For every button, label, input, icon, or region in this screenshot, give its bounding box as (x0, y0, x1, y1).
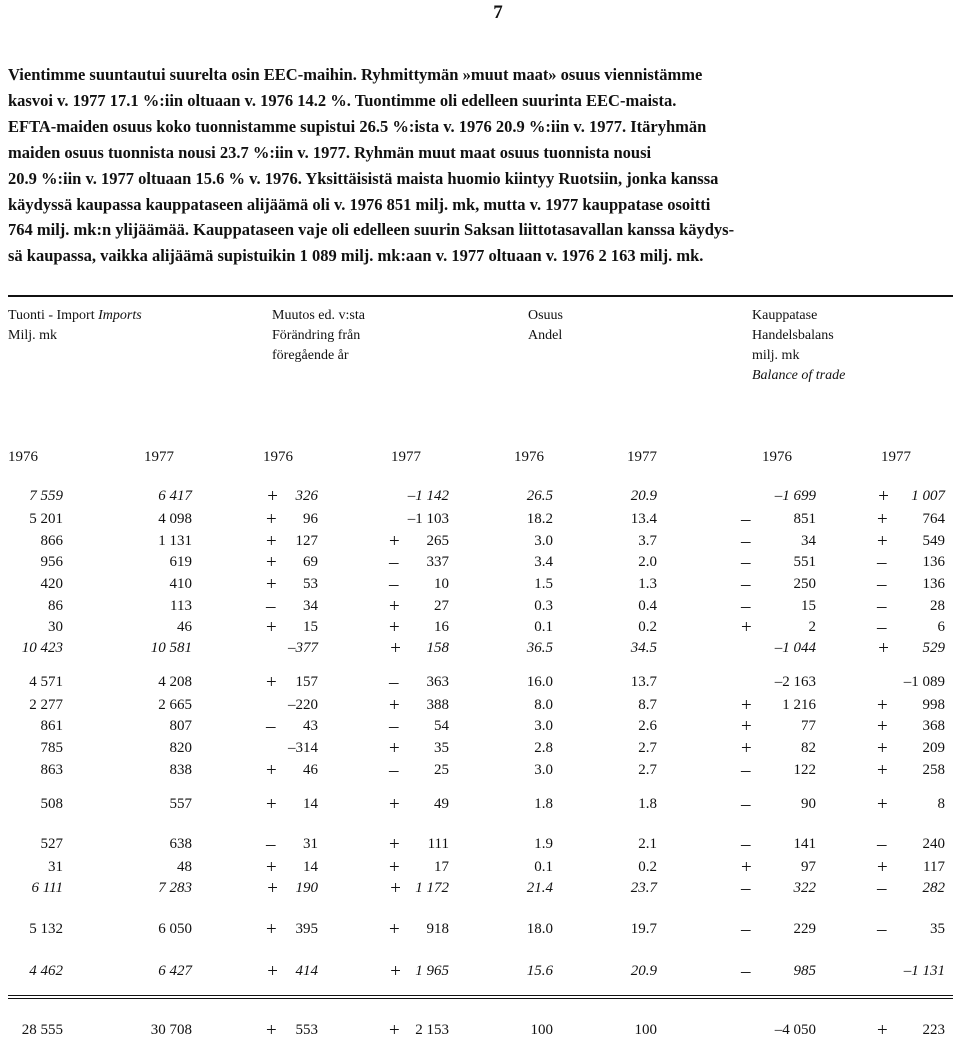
cell-bal-77: 209 (922, 740, 945, 756)
cell-sh-76: 0.1 (534, 859, 553, 875)
sign-bal76: – (741, 509, 751, 530)
sign-ch77: + (389, 961, 402, 982)
cell-ch-76: 326 (295, 488, 318, 504)
table-row (0, 921, 960, 943)
cell-imp-77: 4 208 (158, 674, 192, 690)
cell-imp-77: 7 283 (158, 880, 192, 896)
sign-ch76: + (266, 574, 277, 595)
year-label: 1976 (514, 449, 544, 465)
cell-imp-77: 820 (169, 740, 192, 756)
year-label: 1977 (391, 449, 421, 465)
cell-bal-76: 322 (793, 880, 816, 896)
table-row (0, 576, 960, 598)
sign-ch77: + (389, 638, 402, 659)
cell-sh-76: 3.0 (534, 762, 553, 778)
header-share-line1: Osuus (528, 308, 564, 323)
cell-ch-77: –1 103 (407, 511, 449, 527)
cell-sh-77: 0.2 (638, 859, 657, 875)
header-imports-italic: Imports (98, 308, 142, 323)
year-label: 1976 (762, 449, 792, 465)
sign-bal77: – (877, 552, 887, 573)
intro-line: käydyssä kaupassa kauppataseen alijäämä oli v. 1976 851 milj. mk, mutta v. 1977 kauppatase osoitti (8, 194, 711, 214)
cell-ch-76: 31 (303, 836, 318, 852)
cell-imp-77: 10 581 (150, 640, 192, 656)
sign-ch76: – (266, 596, 276, 617)
cell-bal-76: –2 163 (774, 674, 816, 690)
sign-ch77: – (389, 716, 399, 737)
cell-ch-76: –220 (288, 697, 318, 713)
sign-bal76: + (741, 738, 752, 759)
table-row (0, 598, 960, 620)
cell-imp-76: 866 (40, 533, 63, 549)
sign-ch76: + (266, 617, 277, 638)
sign-bal76: – (741, 794, 751, 815)
sign-bal76: – (741, 531, 751, 552)
sign-bal76: – (741, 596, 751, 617)
header-balance-line4: Balance of trade (752, 368, 846, 383)
sign-ch76: + (266, 1020, 277, 1041)
cell-sh-76: 1.5 (534, 576, 553, 592)
table-bottom-rule (8, 995, 953, 996)
table-row (0, 762, 960, 784)
sign-bal77: + (877, 794, 888, 815)
cell-ch-77: 54 (434, 718, 449, 734)
cell-sh-77: 2.6 (638, 718, 657, 734)
sign-ch77: + (389, 738, 400, 759)
cell-imp-76: 4 571 (29, 674, 63, 690)
cell-sh-76: 100 (530, 1022, 553, 1038)
sign-bal76: – (741, 552, 751, 573)
table-row (0, 488, 960, 510)
cell-imp-77: 1 131 (158, 533, 192, 549)
cell-imp-76: 863 (40, 762, 63, 778)
cell-bal-77: 28 (930, 598, 945, 614)
cell-sh-77: 34.5 (630, 640, 657, 656)
sign-ch76: + (266, 857, 277, 878)
sign-bal77: + (877, 1020, 888, 1041)
header-imports-unit: Milj. mk (8, 328, 58, 343)
table-row (0, 674, 960, 696)
cell-ch-76: 43 (303, 718, 318, 734)
sign-bal76: – (741, 919, 751, 940)
cell-bal-77: 282 (922, 880, 945, 896)
cell-sh-77: 0.2 (638, 619, 657, 635)
cell-sh-77: 1.3 (638, 576, 657, 592)
sign-bal76: + (741, 857, 752, 878)
cell-bal-77: 8 (937, 796, 945, 812)
year-label: 1976 (263, 449, 293, 465)
sign-bal77: – (877, 596, 887, 617)
cell-sh-77: 2.7 (638, 740, 657, 756)
cell-imp-76: 28 555 (21, 1022, 63, 1038)
cell-bal-77: 529 (922, 640, 945, 656)
cell-sh-76: 3.0 (534, 718, 553, 734)
sign-bal77: + (877, 695, 888, 716)
cell-imp-76: 785 (40, 740, 63, 756)
cell-imp-77: 2 665 (158, 697, 192, 713)
cell-imp-77: 4 098 (158, 511, 192, 527)
cell-sh-77: 2.0 (638, 554, 657, 570)
table-row (0, 1022, 960, 1044)
cell-bal-76: 250 (793, 576, 816, 592)
sign-bal76: – (741, 961, 751, 982)
cell-imp-77: 6 417 (158, 488, 192, 504)
table-row (0, 963, 960, 985)
cell-sh-77: 19.7 (630, 921, 657, 937)
cell-bal-76: 90 (801, 796, 816, 812)
cell-sh-76: 21.4 (526, 880, 553, 896)
sign-bal77: + (877, 509, 888, 530)
header-balance-line1: Kauppatase (752, 308, 818, 323)
table-row (0, 796, 960, 818)
cell-bal-77: 549 (922, 533, 945, 549)
sign-ch77: + (389, 878, 402, 899)
sign-ch76: + (266, 486, 279, 507)
cell-sh-76: 15.6 (526, 963, 553, 979)
cell-ch-77: 265 (426, 533, 449, 549)
cell-sh-77: 13.7 (630, 674, 657, 690)
cell-bal-76: 82 (801, 740, 816, 756)
cell-sh-76: 0.3 (534, 598, 553, 614)
header-change-line1: Muutos ed. v:sta (272, 308, 365, 323)
intro-line: sä kaupassa, vaikka alijäämä supistuikin 1 089 milj. mk:aan v. 1977 oltuaan v. 1976 2 163 milj. mk. (8, 246, 704, 266)
cell-imp-77: 410 (169, 576, 192, 592)
sign-ch77: – (389, 672, 399, 693)
cell-sh-77: 1.8 (638, 796, 657, 812)
cell-imp-76: 31 (48, 859, 63, 875)
cell-imp-77: 619 (169, 554, 192, 570)
cell-bal-77: 117 (923, 859, 945, 875)
cell-ch-76: 53 (303, 576, 318, 592)
table-row (0, 619, 960, 641)
cell-ch-77: 27 (434, 598, 449, 614)
cell-bal-76: 2 (808, 619, 816, 635)
cell-imp-76: 861 (40, 718, 63, 734)
sign-bal77: + (877, 760, 888, 781)
cell-bal-77: 223 (922, 1022, 945, 1038)
sign-bal77: + (877, 738, 888, 759)
cell-bal-76: 851 (793, 511, 816, 527)
sign-ch76: + (266, 878, 279, 899)
cell-bal-77: 998 (922, 697, 945, 713)
year-label: 1977 (881, 449, 911, 465)
sign-ch77: – (389, 552, 399, 573)
cell-sh-76: 16.0 (526, 674, 553, 690)
sign-ch76: + (266, 919, 277, 940)
sign-ch76: – (266, 716, 276, 737)
cell-imp-77: 807 (169, 718, 192, 734)
table-row (0, 836, 960, 858)
cell-imp-77: 6 427 (158, 963, 192, 979)
cell-ch-76: 14 (303, 796, 318, 812)
table-row (0, 640, 960, 662)
cell-bal-77: 240 (922, 836, 945, 852)
cell-ch-77: 2 153 (415, 1022, 449, 1038)
cell-sh-76: 18.2 (526, 511, 553, 527)
cell-imp-76: 10 423 (21, 640, 63, 656)
sign-ch76: + (266, 531, 277, 552)
cell-ch-77: 388 (426, 697, 449, 713)
cell-sh-76: 2.8 (534, 740, 553, 756)
cell-imp-76: 956 (40, 554, 63, 570)
sign-ch77: – (389, 760, 399, 781)
sign-ch77: + (389, 596, 400, 617)
sign-bal76: – (741, 760, 751, 781)
cell-sh-77: 13.4 (630, 511, 657, 527)
cell-ch-76: 157 (295, 674, 318, 690)
year-label: 1977 (627, 449, 657, 465)
cell-sh-77: 2.7 (638, 762, 657, 778)
cell-bal-77: 258 (922, 762, 945, 778)
cell-imp-77: 6 050 (158, 921, 192, 937)
cell-imp-77: 30 708 (150, 1022, 192, 1038)
cell-imp-76: 5 132 (29, 921, 63, 937)
sign-ch77: + (389, 531, 400, 552)
cell-bal-76: 229 (793, 921, 816, 937)
table-row (0, 880, 960, 902)
cell-ch-77: 918 (426, 921, 449, 937)
table-bottom-rule-second (8, 998, 953, 999)
cell-bal-76: 15 (801, 598, 816, 614)
cell-sh-77: 100 (634, 1022, 657, 1038)
cell-ch-76: 96 (303, 511, 318, 527)
sign-ch76: + (266, 552, 277, 573)
cell-ch-77: 17 (434, 859, 449, 875)
cell-imp-76: 527 (40, 836, 63, 852)
cell-bal-77: 764 (922, 511, 945, 527)
cell-bal-77: 6 (937, 619, 945, 635)
cell-imp-76: 420 (40, 576, 63, 592)
sign-ch77: + (389, 857, 400, 878)
table-row (0, 511, 960, 533)
sign-bal76: – (741, 878, 751, 899)
cell-bal-76: –4 050 (774, 1022, 816, 1038)
cell-imp-76: 4 462 (29, 963, 63, 979)
cell-bal-76: 97 (801, 859, 816, 875)
cell-ch-77: 1 172 (415, 880, 449, 896)
sign-ch76: + (266, 509, 277, 530)
sign-ch77: + (389, 617, 400, 638)
sign-ch77: + (389, 794, 400, 815)
header-balance-line2: Handelsbalans (752, 328, 834, 343)
sign-bal77: – (877, 617, 887, 638)
header-change-line2: Förändring från (272, 328, 361, 343)
cell-ch-76: 414 (295, 963, 318, 979)
cell-imp-77: 113 (170, 598, 192, 614)
sign-bal76: + (741, 716, 752, 737)
cell-ch-77: 111 (427, 836, 449, 852)
sign-bal77: – (877, 834, 887, 855)
cell-sh-76: 1.8 (534, 796, 553, 812)
cell-imp-76: 7 559 (29, 488, 63, 504)
cell-imp-76: 2 277 (29, 697, 63, 713)
cell-bal-76: 551 (793, 554, 816, 570)
cell-ch-77: 16 (434, 619, 449, 635)
cell-ch-76: 14 (303, 859, 318, 875)
header-balance-line3: milj. mk (752, 348, 800, 363)
sign-ch76: + (266, 794, 277, 815)
sign-bal76: + (741, 617, 752, 638)
cell-ch-77: –1 142 (407, 488, 449, 504)
sign-ch77: + (389, 1020, 400, 1041)
cell-bal-76: 985 (793, 963, 816, 979)
table-row (0, 740, 960, 762)
cell-sh-77: 0.4 (638, 598, 657, 614)
cell-sh-76: 3.0 (534, 533, 553, 549)
cell-sh-77: 8.7 (638, 697, 657, 713)
sign-ch76: – (266, 834, 276, 855)
sign-ch76: + (266, 672, 277, 693)
cell-ch-76: –314 (288, 740, 318, 756)
cell-sh-76: 36.5 (526, 640, 553, 656)
cell-ch-77: 363 (426, 674, 449, 690)
sign-bal77: + (877, 638, 890, 659)
cell-bal-77: –1 131 (903, 963, 945, 979)
cell-sh-77: 3.7 (638, 533, 657, 549)
table-row (0, 697, 960, 719)
cell-ch-76: 127 (295, 533, 318, 549)
header-share-line2: Andel (528, 328, 563, 343)
cell-sh-76: 0.1 (534, 619, 553, 635)
cell-ch-77: 49 (434, 796, 449, 812)
cell-bal-77: 1 007 (911, 488, 945, 504)
cell-bal-76: 141 (793, 836, 816, 852)
cell-imp-76: 5 201 (29, 511, 63, 527)
header-change-line3: föregående år (272, 348, 349, 363)
sign-bal77: + (877, 857, 888, 878)
cell-sh-76: 18.0 (526, 921, 553, 937)
sign-bal76: – (741, 574, 751, 595)
cell-ch-76: –377 (288, 640, 318, 656)
cell-sh-77: 20.9 (630, 488, 657, 504)
cell-bal-76: –1 044 (774, 640, 816, 656)
year-label: 1977 (144, 449, 174, 465)
cell-ch-76: 46 (303, 762, 318, 778)
cell-imp-76: 30 (48, 619, 63, 635)
cell-bal-77: –1 089 (903, 674, 945, 690)
sign-bal76: + (741, 695, 752, 716)
intro-line: EFTA-maiden osuus koko tuonnistamme supistui 26.5 %:ista v. 1976 20.9 %:iin v. 1977. Itäryhmän (8, 116, 707, 136)
intro-line: kasvoi v. 1977 17.1 %:iin oltuaan v. 1976 14.2 %. Tuontimme oli edelleen suurinta EEC-maista. (8, 90, 677, 110)
sign-bal77: – (877, 919, 887, 940)
cell-imp-77: 557 (169, 796, 192, 812)
header-imports-text: Tuonti - Import (8, 308, 99, 323)
cell-ch-76: 395 (295, 921, 318, 937)
table-row (0, 554, 960, 576)
year-label: 1976 (8, 449, 38, 465)
cell-ch-76: 34 (303, 598, 318, 614)
cell-bal-76: 34 (801, 533, 816, 549)
cell-bal-77: 35 (930, 921, 945, 937)
sign-bal77: + (877, 716, 888, 737)
sign-ch77: – (389, 574, 399, 595)
sign-ch77: + (389, 695, 400, 716)
cell-ch-77: 25 (434, 762, 449, 778)
cell-ch-76: 553 (295, 1022, 318, 1038)
cell-bal-77: 136 (922, 554, 945, 570)
cell-imp-76: 6 111 (31, 880, 63, 896)
sign-ch76: + (266, 760, 277, 781)
cell-imp-76: 508 (40, 796, 63, 812)
cell-sh-77: 23.7 (630, 880, 657, 896)
cell-sh-77: 20.9 (630, 963, 657, 979)
sign-bal77: – (877, 878, 887, 899)
intro-line: maiden osuus tuonnista nousi 23.7 %:iin v. 1977. Ryhmän muut maat osuus tuonnista nousi (8, 142, 652, 162)
sign-ch77: + (389, 834, 400, 855)
cell-bal-76: 77 (801, 718, 816, 734)
sign-ch77: + (389, 919, 400, 940)
table-row (0, 533, 960, 555)
sign-bal77: – (877, 574, 887, 595)
sign-bal76: – (741, 834, 751, 855)
intro-line: 20.9 %:iin v. 1977 oltuaan 15.6 % v. 1976. Yksittäisistä maista huomio kiintyy Ruotsiin, jonka kanssa (8, 168, 719, 188)
cell-sh-76: 3.4 (534, 554, 553, 570)
cell-bal-76: –1 699 (774, 488, 816, 504)
cell-bal-76: 1 216 (782, 697, 816, 713)
cell-sh-76: 26.5 (526, 488, 553, 504)
sign-ch76: + (266, 961, 279, 982)
table-row (0, 718, 960, 740)
cell-ch-77: 337 (426, 554, 449, 570)
cell-ch-77: 1 965 (415, 963, 449, 979)
cell-imp-77: 638 (169, 836, 192, 852)
cell-sh-76: 8.0 (534, 697, 553, 713)
intro-line: 764 milj. mk:n ylijäämää. Kauppataseen vaje oli edelleen suurin Saksan liittotasavallan kanssa käydys- (8, 220, 735, 240)
cell-imp-76: 86 (48, 598, 63, 614)
table-row (0, 859, 960, 881)
cell-imp-77: 46 (177, 619, 192, 635)
sign-bal77: + (877, 486, 890, 507)
cell-imp-77: 48 (177, 859, 192, 875)
sign-bal77: + (877, 531, 888, 552)
cell-imp-77: 838 (169, 762, 192, 778)
cell-ch-77: 35 (434, 740, 449, 756)
cell-bal-77: 136 (922, 576, 945, 592)
cell-sh-77: 2.1 (638, 836, 657, 852)
cell-ch-76: 190 (295, 880, 318, 896)
intro-line: Vientimme suuntautui suurelta osin EEC-maihin. Ryhmittymän »muut maat» osuus viennistämme (8, 65, 703, 84)
cell-ch-76: 69 (303, 554, 318, 570)
cell-bal-76: 122 (793, 762, 816, 778)
cell-ch-77: 10 (434, 576, 449, 592)
cell-ch-77: 158 (426, 640, 449, 656)
cell-ch-76: 15 (303, 619, 318, 635)
page-number: 7 (493, 2, 503, 23)
cell-sh-76: 1.9 (534, 836, 553, 852)
cell-bal-77: 368 (922, 718, 945, 734)
